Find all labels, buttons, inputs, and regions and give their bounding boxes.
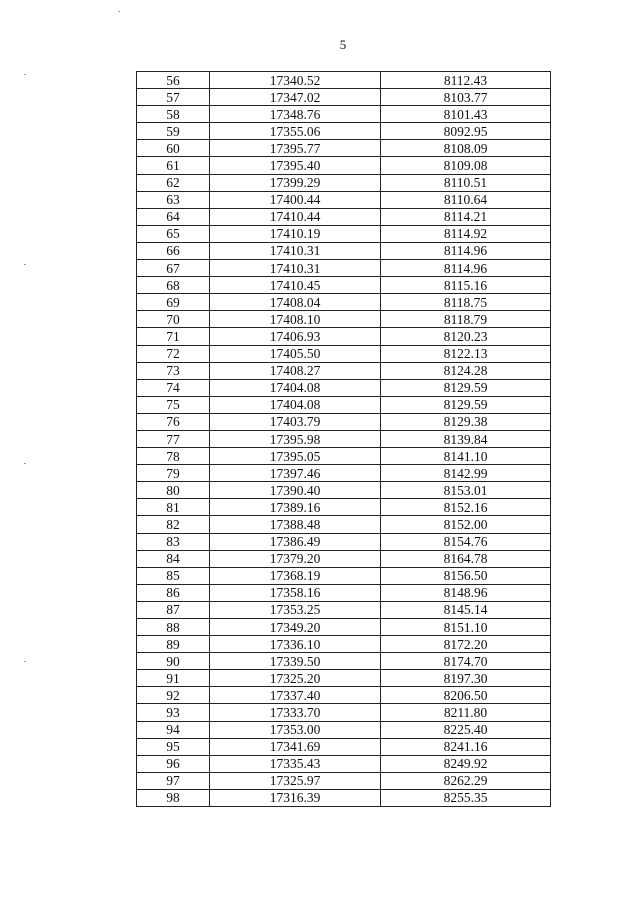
y-coordinate-cell: 8152.00 <box>381 516 551 533</box>
point-number-cell: 82 <box>137 516 210 533</box>
y-coordinate-cell: 8255.35 <box>381 789 551 806</box>
table-row <box>137 140 551 157</box>
x-coordinate-cell: 17404.08 <box>210 396 381 413</box>
table-row <box>137 294 551 311</box>
point-number-cell: 59 <box>137 123 210 140</box>
table-row <box>137 430 551 447</box>
x-coordinate-cell: 17325.97 <box>210 772 381 789</box>
y-coordinate-cell: 8241.16 <box>381 738 551 755</box>
y-coordinate-cell: 8174.70 <box>381 653 551 670</box>
x-coordinate-cell: 17395.05 <box>210 448 381 465</box>
x-coordinate-cell: 17410.19 <box>210 225 381 242</box>
x-coordinate-cell: 17355.06 <box>210 123 381 140</box>
point-number-cell: 81 <box>137 499 210 516</box>
table-row <box>137 379 551 396</box>
table-row <box>137 448 551 465</box>
table-row <box>137 157 551 174</box>
y-coordinate-cell: 8156.50 <box>381 567 551 584</box>
point-number-cell: 87 <box>137 601 210 618</box>
point-number-cell: 66 <box>137 242 210 259</box>
y-coordinate-cell: 8225.40 <box>381 721 551 738</box>
y-coordinate-cell: 8118.79 <box>381 311 551 328</box>
point-number-cell: 89 <box>137 636 210 653</box>
point-number-cell: 72 <box>137 345 210 362</box>
x-coordinate-cell: 17408.04 <box>210 294 381 311</box>
x-coordinate-cell: 17335.43 <box>210 755 381 772</box>
y-coordinate-cell: 8141.10 <box>381 448 551 465</box>
table-row <box>137 106 551 123</box>
y-coordinate-cell: 8118.75 <box>381 294 551 311</box>
point-number-cell: 68 <box>137 277 210 294</box>
coordinates-table-body <box>137 72 551 807</box>
y-coordinate-cell: 8154.76 <box>381 533 551 550</box>
x-coordinate-cell: 17403.79 <box>210 413 381 430</box>
x-coordinate-cell: 17341.69 <box>210 738 381 755</box>
table-row <box>137 89 551 106</box>
x-coordinate-cell: 17410.45 <box>210 277 381 294</box>
point-number-cell: 71 <box>137 328 210 345</box>
point-number-cell: 73 <box>137 362 210 379</box>
x-coordinate-cell: 17340.52 <box>210 72 381 89</box>
y-coordinate-cell: 8142.99 <box>381 465 551 482</box>
point-number-cell: 95 <box>137 738 210 755</box>
point-number-cell: 64 <box>137 208 210 225</box>
table-row <box>137 465 551 482</box>
table-row <box>137 687 551 704</box>
y-coordinate-cell: 8124.28 <box>381 362 551 379</box>
coordinates-table <box>136 71 551 807</box>
x-coordinate-cell: 17379.20 <box>210 550 381 567</box>
margin-mark-left-1 <box>24 74 26 75</box>
x-coordinate-cell: 17358.16 <box>210 584 381 601</box>
y-coordinate-cell: 8129.59 <box>381 379 551 396</box>
point-number-cell: 70 <box>137 311 210 328</box>
table-row <box>137 601 551 618</box>
y-coordinate-cell: 8110.51 <box>381 174 551 191</box>
point-number-cell: 77 <box>137 430 210 447</box>
point-number-cell: 56 <box>137 72 210 89</box>
point-number-cell: 76 <box>137 413 210 430</box>
x-coordinate-cell: 17406.93 <box>210 328 381 345</box>
x-coordinate-cell: 17410.31 <box>210 242 381 259</box>
table-row <box>137 499 551 516</box>
y-coordinate-cell: 8114.21 <box>381 208 551 225</box>
table-row <box>137 225 551 242</box>
margin-mark-left-4 <box>24 661 26 662</box>
table-row <box>137 636 551 653</box>
table-row <box>137 516 551 533</box>
margin-mark-left-3 <box>24 463 26 464</box>
table-row <box>137 311 551 328</box>
point-number-cell: 84 <box>137 550 210 567</box>
point-number-cell: 86 <box>137 584 210 601</box>
point-number-cell: 92 <box>137 687 210 704</box>
x-coordinate-cell: 17395.98 <box>210 430 381 447</box>
x-coordinate-cell: 17337.40 <box>210 687 381 704</box>
table-row <box>137 260 551 277</box>
x-coordinate-cell: 17395.40 <box>210 157 381 174</box>
table-row <box>137 174 551 191</box>
y-coordinate-cell: 8112.43 <box>381 72 551 89</box>
point-number-cell: 60 <box>137 140 210 157</box>
margin-mark-top <box>118 11 120 12</box>
x-coordinate-cell: 17410.31 <box>210 260 381 277</box>
y-coordinate-cell: 8110.64 <box>381 191 551 208</box>
point-number-cell: 85 <box>137 567 210 584</box>
x-coordinate-cell: 17386.49 <box>210 533 381 550</box>
margin-mark-left-2 <box>24 264 26 265</box>
point-number-cell: 69 <box>137 294 210 311</box>
y-coordinate-cell: 8108.09 <box>381 140 551 157</box>
x-coordinate-cell: 17410.44 <box>210 208 381 225</box>
y-coordinate-cell: 8114.96 <box>381 260 551 277</box>
x-coordinate-cell: 17353.25 <box>210 601 381 618</box>
x-coordinate-cell: 17395.77 <box>210 140 381 157</box>
point-number-cell: 96 <box>137 755 210 772</box>
y-coordinate-cell: 8249.92 <box>381 755 551 772</box>
table-row <box>137 704 551 721</box>
point-number-cell: 57 <box>137 89 210 106</box>
point-number-cell: 74 <box>137 379 210 396</box>
x-coordinate-cell: 17353.00 <box>210 721 381 738</box>
table-row <box>137 396 551 413</box>
point-number-cell: 65 <box>137 225 210 242</box>
y-coordinate-cell: 8145.14 <box>381 601 551 618</box>
point-number-cell: 93 <box>137 704 210 721</box>
table-row <box>137 755 551 772</box>
point-number-cell: 80 <box>137 482 210 499</box>
table-row <box>137 567 551 584</box>
point-number-cell: 58 <box>137 106 210 123</box>
point-number-cell: 83 <box>137 533 210 550</box>
y-coordinate-cell: 8151.10 <box>381 619 551 636</box>
table-row <box>137 670 551 687</box>
table-row <box>137 277 551 294</box>
y-coordinate-cell: 8139.84 <box>381 430 551 447</box>
x-coordinate-cell: 17390.40 <box>210 482 381 499</box>
point-number-cell: 88 <box>137 619 210 636</box>
x-coordinate-cell: 17316.39 <box>210 789 381 806</box>
y-coordinate-cell: 8206.50 <box>381 687 551 704</box>
x-coordinate-cell: 17389.16 <box>210 499 381 516</box>
table-row <box>137 772 551 789</box>
table-row <box>137 619 551 636</box>
point-number-cell: 62 <box>137 174 210 191</box>
table-row <box>137 721 551 738</box>
table-row <box>137 328 551 345</box>
x-coordinate-cell: 17349.20 <box>210 619 381 636</box>
point-number-cell: 91 <box>137 670 210 687</box>
y-coordinate-cell: 8211.80 <box>381 704 551 721</box>
x-coordinate-cell: 17336.10 <box>210 636 381 653</box>
y-coordinate-cell: 8122.13 <box>381 345 551 362</box>
table-row <box>137 72 551 89</box>
x-coordinate-cell: 17408.27 <box>210 362 381 379</box>
table-row <box>137 533 551 550</box>
table-row <box>137 653 551 670</box>
point-number-cell: 63 <box>137 191 210 208</box>
point-number-cell: 90 <box>137 653 210 670</box>
x-coordinate-cell: 17325.20 <box>210 670 381 687</box>
y-coordinate-cell: 8092.95 <box>381 123 551 140</box>
y-coordinate-cell: 8120.23 <box>381 328 551 345</box>
y-coordinate-cell: 8164.78 <box>381 550 551 567</box>
y-coordinate-cell: 8129.59 <box>381 396 551 413</box>
y-coordinate-cell: 8153.01 <box>381 482 551 499</box>
y-coordinate-cell: 8103.77 <box>381 89 551 106</box>
x-coordinate-cell: 17404.08 <box>210 379 381 396</box>
point-number-cell: 98 <box>137 789 210 806</box>
table-row <box>137 362 551 379</box>
x-coordinate-cell: 17405.50 <box>210 345 381 362</box>
y-coordinate-cell: 8148.96 <box>381 584 551 601</box>
table-row <box>137 123 551 140</box>
point-number-cell: 78 <box>137 448 210 465</box>
y-coordinate-cell: 8172.20 <box>381 636 551 653</box>
point-number-cell: 79 <box>137 465 210 482</box>
point-number-cell: 67 <box>137 260 210 277</box>
point-number-cell: 61 <box>137 157 210 174</box>
table-row <box>137 208 551 225</box>
y-coordinate-cell: 8114.92 <box>381 225 551 242</box>
table-row <box>137 550 551 567</box>
table-row <box>137 789 551 806</box>
y-coordinate-cell: 8262.29 <box>381 772 551 789</box>
table-row <box>137 738 551 755</box>
table-row <box>137 584 551 601</box>
table-row <box>137 242 551 259</box>
y-coordinate-cell: 8152.16 <box>381 499 551 516</box>
x-coordinate-cell: 17400.44 <box>210 191 381 208</box>
y-coordinate-cell: 8129.38 <box>381 413 551 430</box>
y-coordinate-cell: 8101.43 <box>381 106 551 123</box>
x-coordinate-cell: 17368.19 <box>210 567 381 584</box>
page-number: 5 <box>339 37 347 52</box>
x-coordinate-cell: 17333.70 <box>210 704 381 721</box>
x-coordinate-cell: 17339.50 <box>210 653 381 670</box>
point-number-cell: 97 <box>137 772 210 789</box>
y-coordinate-cell: 8197.30 <box>381 670 551 687</box>
x-coordinate-cell: 17388.48 <box>210 516 381 533</box>
x-coordinate-cell: 17408.10 <box>210 311 381 328</box>
point-number-cell: 94 <box>137 721 210 738</box>
y-coordinate-cell: 8115.16 <box>381 277 551 294</box>
y-coordinate-cell: 8109.08 <box>381 157 551 174</box>
x-coordinate-cell: 17348.76 <box>210 106 381 123</box>
table-row <box>137 482 551 499</box>
table-row <box>137 191 551 208</box>
x-coordinate-cell: 17347.02 <box>210 89 381 106</box>
y-coordinate-cell: 8114.96 <box>381 242 551 259</box>
table-row <box>137 413 551 430</box>
point-number-cell: 75 <box>137 396 210 413</box>
table-row <box>137 345 551 362</box>
x-coordinate-cell: 17397.46 <box>210 465 381 482</box>
x-coordinate-cell: 17399.29 <box>210 174 381 191</box>
